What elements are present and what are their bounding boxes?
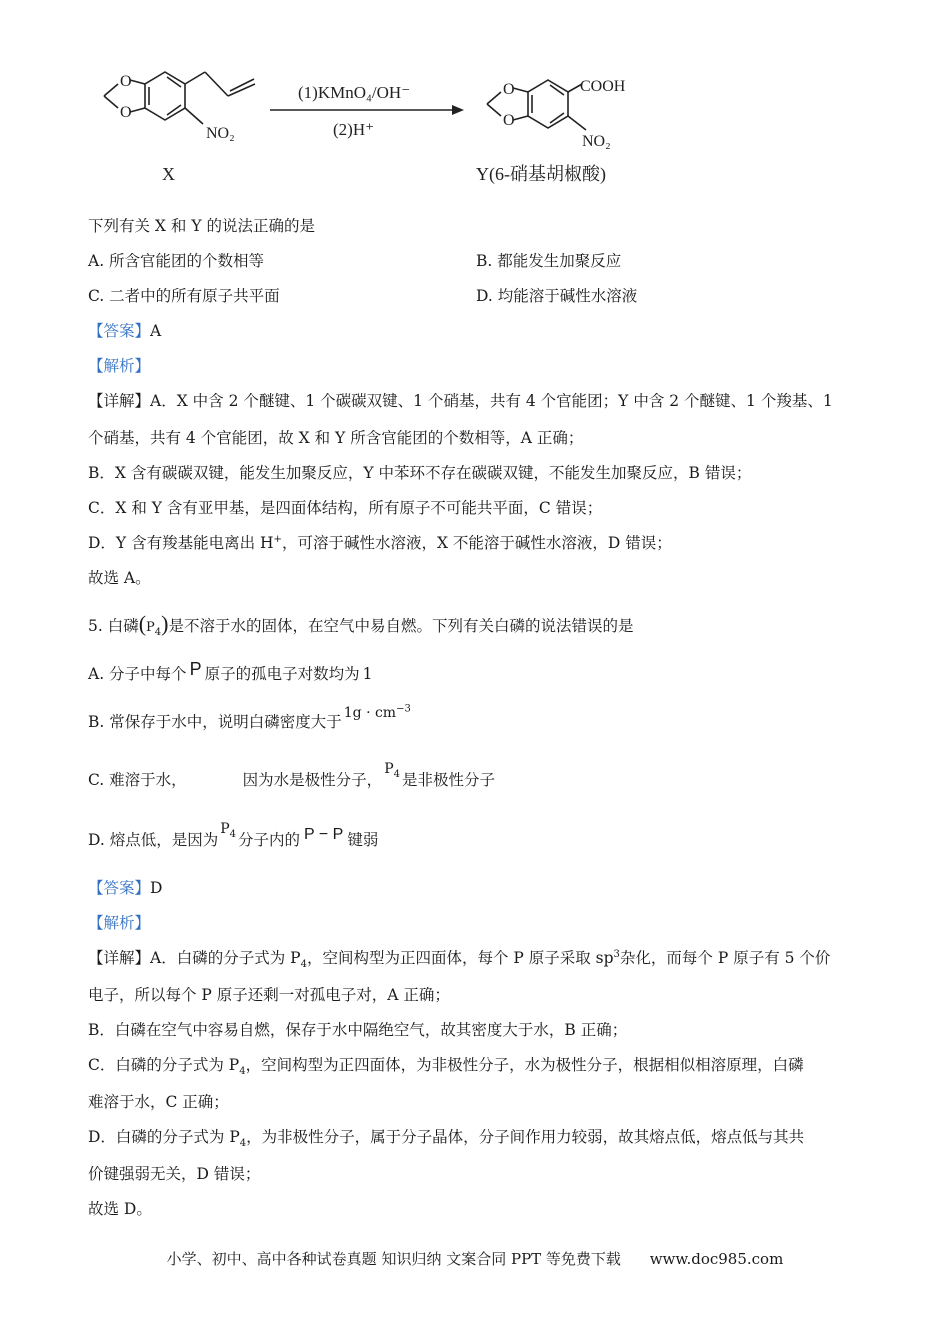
x-no2-label: NO₂ <box>206 125 235 142</box>
detail-text-a: A．白磷的分子式为 P <box>150 949 301 967</box>
opt-text-b: 原子的孤电子对数均为 <box>204 665 360 683</box>
answer-value: A <box>150 322 162 340</box>
q5-detail-2: 电子，所以每个 P 原子还剩一对孤电子对，A 正确； <box>88 986 450 1004</box>
opt-text-c: 是非极性分子 <box>401 771 495 789</box>
q5-detail-1: 【详解】A．白磷的分子式为 $P_4$，空间构型为正四面体，每个 P 原子采取 $sp^3$杂化，而每个 P 原子有 5 个价 <box>88 948 831 971</box>
x-label: X <box>162 164 175 184</box>
q5-option-d <box>88 821 379 851</box>
q5-analysis-tag: 【解析】 <box>88 914 151 932</box>
q5-detail-7: 价键强弱无关，D 错误； <box>88 1165 261 1183</box>
y-label: Y(6-硝基胡椒酸) <box>476 164 606 184</box>
detail-text-b: ，可溶于碱性水溶液，X 不能溶于碱性水溶液，D 错误； <box>281 534 672 552</box>
opt-text-c: 键弱 <box>347 831 379 849</box>
opt-text-b: 因为水是极性分子， <box>242 771 383 789</box>
q4-detail-2: 个硝基，共有 4 个官能团，故 X 和 Y 所含官能团的个数相等，A 正确； <box>88 429 584 447</box>
detail-text-a: D．Y 含有羧基能电离出 H <box>88 534 274 552</box>
y-no2-label: NO₂ <box>582 133 611 150</box>
q5-stem-a: 5. 白磷 <box>88 617 139 635</box>
q4-detail-6: 故选 A。 <box>88 569 151 587</box>
page-footer <box>0 1248 950 1269</box>
opt-number: 1 <box>362 665 373 683</box>
y-cooh-label: COOH <box>580 78 626 95</box>
q5-option-c <box>88 761 495 791</box>
q5-detail-5: 难溶于水，C 正确； <box>88 1093 229 1111</box>
y-oxygen-top: O <box>503 81 515 98</box>
opt-text-a: C. 难溶于水， <box>88 771 187 789</box>
detail-text-b: ，为非极性分子，属于分子晶体，分子间作用力较弱，故其熔点低，熔点低与其共 <box>246 1128 805 1146</box>
pp-bond: P − P <box>304 826 344 843</box>
q4-analysis-tag: 【解析】 <box>88 357 151 375</box>
molecule-y <box>487 80 586 130</box>
y-oxygen-bottom: O <box>503 112 515 129</box>
unit: $1g \cdot cm^{-3}$ <box>343 703 411 721</box>
q4-options-row1 <box>88 251 622 271</box>
detail-text-b: ，空间构型为正四面体，为非极性分子，水为极性分子，根据相似相溶原理，白磷 <box>245 1056 804 1074</box>
answer-tag: 【答案】 <box>88 879 151 897</box>
x-oxygen-bottom: O <box>120 104 132 121</box>
opt-text-a: D. 熔点低，是因为 <box>88 831 219 849</box>
q5-detail-4: C．白磷的分子式为 $P_4$，空间构型为正四面体，为非极性分子，水为极性分子，根据相似相溶原理，白磷 <box>88 1056 804 1078</box>
opt-text: B. 常保存于水中，说明白磷密度大于 <box>88 713 342 731</box>
q4-options-row2 <box>88 286 638 306</box>
reagent-bottom: (2)H⁺ <box>333 120 375 139</box>
p4-formula: P <box>146 620 155 635</box>
footer-text: 小学、初中、高中各种试卷真题 知识归纳 文案合同 PPT 等免费下载 <box>166 1250 621 1268</box>
answer-tag: 【答案】 <box>88 322 151 340</box>
answer-value: D <box>150 879 163 897</box>
q5-detail-6: D．白磷的分子式为 $P_4$，为非极性分子，属于分子晶体，分子间作用力较弱，故其熔点低，熔点低与其共 <box>88 1128 805 1150</box>
detail-tag: 【详解】 <box>88 392 151 410</box>
detail-text-b: ，空间构型为正四面体，每个 P 原子采取 sp <box>306 949 614 967</box>
opt-text-b: 分子内的 <box>238 831 301 849</box>
detail-text-c: 杂化，而每个 P 原子有 5 个价 <box>619 949 831 967</box>
q4-answer <box>88 321 161 341</box>
footer-url[interactable]: www.doc985.com <box>649 1250 784 1268</box>
opt-text: A. 分子中每个 <box>88 665 187 683</box>
q4-detail-1 <box>88 391 833 411</box>
p-symbol: P <box>189 659 202 679</box>
q5-answer <box>88 878 162 898</box>
q4-detail-4: C．X 和 Y 含有亚甲基，是四面体结构，所有原子不可能共平面，C 错误； <box>88 499 603 517</box>
paren-close: ) <box>161 611 169 636</box>
q5-option-a <box>88 659 373 684</box>
q4-detail-3: B．X 含有碳碳双键，能发生加聚反应，Y 中苯环不存在碳碳双键，不能发生加聚反应，B 错误； <box>88 464 752 482</box>
q5-detail-3: B．白磷在空气中容易自燃，保存于水中隔绝空气，故其密度大于水，B 正确； <box>88 1021 628 1039</box>
q4-stem: 下列有关 X 和 Y 的说法正确的是 <box>88 217 315 235</box>
x-oxygen-top: O <box>120 73 132 90</box>
paren-open: ( <box>138 611 147 636</box>
detail-text: A．X 中含 2 个醚键、1 个碳碳双键、1 个硝基，共有 4 个官能团；Y 中含 2 个醚键、1 个羧基、1 <box>150 392 833 410</box>
reaction-scheme <box>0 0 950 200</box>
reagent-top: (1)KMnO₄/OH⁻ <box>298 83 411 102</box>
q5-stem: 5. 白磷$(P_4)$是不溶于水的固体，在空气中易自燃。下列有关白磷的说法错误的是 <box>88 611 634 639</box>
p4-formula: $P_4$ <box>220 821 237 840</box>
q4-option-d: D. 均能溶于碱性水溶液 <box>476 287 638 305</box>
q4-option-b: B. 都能发生加聚反应 <box>476 252 622 270</box>
q4-detail-5: D．Y 含有羧基能电离出 H+，可溶于碱性水溶液，X 不能溶于碱性水溶液，D 错误； <box>88 533 672 552</box>
q4-option-a: A. 所含官能团的个数相等 <box>88 252 265 270</box>
arrow-head <box>452 105 464 115</box>
q4-option-c: C. 二者中的所有原子共平面 <box>88 287 280 305</box>
detail-text-a: C．白磷的分子式为 P <box>88 1056 240 1074</box>
q5-detail-8: 故选 D。 <box>88 1200 152 1218</box>
q5-stem-b: 是不溶于水的固体，在空气中易自燃。下列有关白磷的说法错误的是 <box>168 617 634 635</box>
q5-option-b <box>88 703 411 733</box>
detail-tag: 【详解】 <box>88 949 151 967</box>
detail-text-a: D．白磷的分子式为 P <box>88 1128 240 1146</box>
p4-formula: $P_4$ <box>384 761 400 780</box>
